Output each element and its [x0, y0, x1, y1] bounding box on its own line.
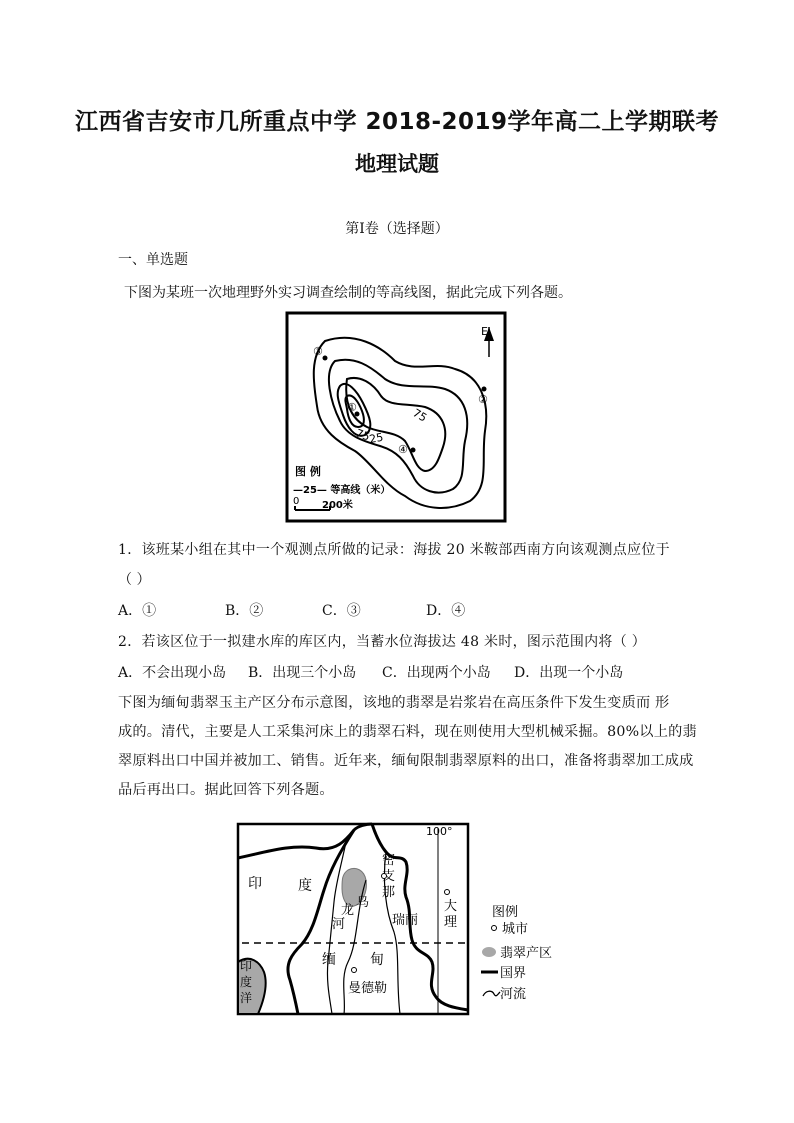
label-uru-river: 龙 [341, 903, 355, 918]
legend-city-icon [492, 926, 497, 931]
intro-2-line: 成的。清代，主要是人工采集河床上的翡翠石料，现在则使用大型机械采掘。80%以上的翡 [118, 724, 697, 740]
label-myitkyina: 支 [382, 869, 396, 884]
label-india: 度 [298, 878, 312, 894]
label-myanmar: 缅 [322, 952, 336, 968]
point-3-dot [323, 356, 328, 361]
longitude-label: 100° [426, 825, 453, 838]
north-label: E [481, 325, 488, 338]
point-2-dot [482, 387, 487, 392]
city-dali-dot [445, 890, 450, 895]
jade-map [236, 822, 572, 1016]
label-myitkyina: 那 [382, 885, 396, 900]
contour-value-label: 75 [353, 426, 372, 444]
label-uru-river: 河 [332, 917, 346, 932]
contour-value-label: 75 [410, 406, 430, 425]
title-line-2: 地理试题 [355, 152, 439, 176]
city-mandalay-dot [352, 968, 357, 973]
question-1-stem: 1．该班某小组在其中一个观测点所做的记录：海拔 20 米鞍部西南方向该观测点应位于 [118, 542, 670, 558]
label-indian-ocean: 度 [240, 975, 253, 989]
point-3-label: ③ [313, 345, 323, 358]
intro-paragraph-1: 下图为某班一次地理野外实习调查绘制的等高线图，据此完成下列各题。 [124, 285, 572, 301]
question-1-blank: （ ） [118, 572, 151, 588]
intro-2-line: 品后再出口。据此回答下列各题。 [118, 782, 334, 798]
label-myitkyina: 密 [382, 853, 396, 868]
legend-river-icon [483, 991, 500, 996]
q2-option-d: D．出现一个小岛 [514, 665, 624, 681]
label-ruili: 瑞丽 [392, 913, 419, 928]
q2-option-c: C．出现两个小岛 [382, 665, 491, 681]
label-myanmar: 甸 [370, 952, 384, 968]
q2-option-a: A．不会出现小岛 [118, 665, 227, 681]
scale-zero: 0 [293, 496, 300, 507]
intro-2-line: 下图为缅甸翡翠玉主产区分布示意图，该地的翡翠是岩浆岩在高压条件下发生变质而 形 [118, 695, 670, 711]
q1-option-d: D．④ [426, 603, 466, 619]
contour-value-label: 25 [368, 430, 385, 446]
q1-option-b: B．② [225, 603, 264, 619]
label-india: 印 [248, 876, 262, 892]
intro-2-line: 翠原料出口中国并被加工、销售。近年来，缅甸限制翡翠原料的出口，准备将翡翠加工成成 [118, 753, 694, 769]
point-4-label: ④ [398, 443, 408, 456]
label-indian-ocean: 洋 [240, 991, 253, 1005]
point-1-label: ① [347, 401, 357, 414]
part-heading: 一、单选题 [118, 252, 188, 268]
label-dali: 理 [444, 915, 458, 930]
legend-river: 河流 [500, 987, 527, 1002]
label-dali: 大 [444, 899, 458, 914]
label-mandalay: 曼德勒 [348, 981, 388, 996]
point-2-label: ② [478, 393, 488, 406]
legend-city: 城市 [502, 922, 529, 937]
contour-map [285, 311, 507, 523]
q2-option-b: B．出现三个小岛 [248, 665, 357, 681]
legend-contour: —25— 等高线（米） [293, 485, 391, 496]
legend-jade-icon [482, 947, 496, 957]
scale-value: 200米 [322, 500, 353, 511]
q1-option-c: C．③ [322, 603, 361, 619]
legend-title: 图例 [492, 905, 519, 920]
title-line-1: 江西省吉安市几所重点中学 2018-2019学年高二上学期联考 [74, 109, 720, 135]
label-uru-river: 乌 [356, 895, 370, 910]
intro-paragraph-2 [118, 689, 697, 805]
legend-jade: 翡翠产区 [500, 946, 553, 961]
question-2-stem: 2．若该区位于一拟建水库的库区内，当蓄水位海拔达 48 米时，图示范围内将（ ） [118, 634, 647, 650]
section-heading: 第Ⅰ卷（选择题） [345, 221, 449, 237]
q1-option-a: A．① [118, 603, 157, 619]
legend-border: 国界 [500, 966, 527, 981]
point-4-dot [411, 448, 416, 453]
legend-title: 图 例 [295, 465, 321, 478]
label-indian-ocean: 印 [240, 959, 253, 973]
